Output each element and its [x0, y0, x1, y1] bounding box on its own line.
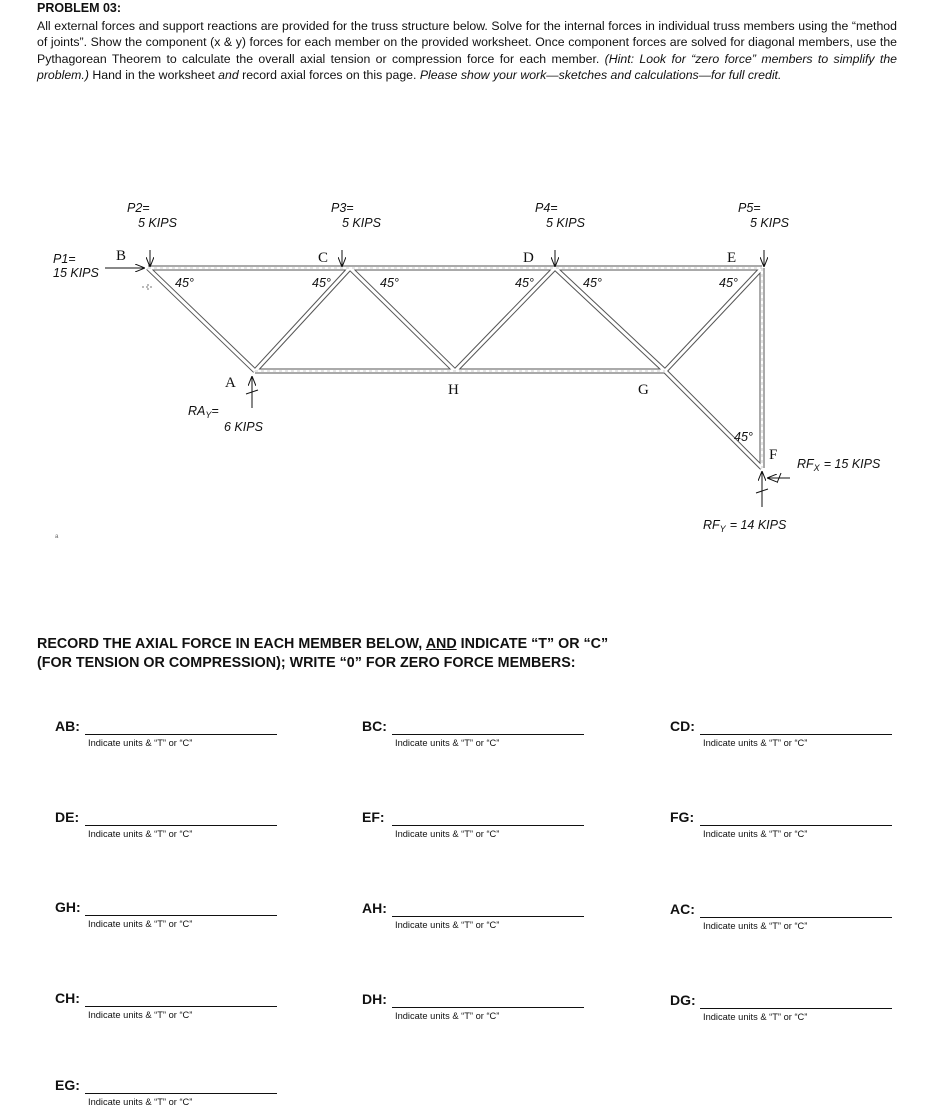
intro-hand-b: record axial forces on this page.	[242, 67, 417, 82]
intro-hint: (Hint: Look for “zero force” members to simplify the problem.)	[37, 51, 897, 82]
answer-field-gh[interactable]: GH: Indicate units & “T” or “C”	[55, 899, 295, 939]
problem-instructions	[37, 18, 897, 83]
answer-field-eg[interactable]: EG: Indicate units & “T” or “C”	[55, 1077, 295, 1117]
answer-field-cd[interactable]: CD: Indicate units & “T” or “C”	[670, 718, 910, 758]
load-arrows	[105, 250, 790, 507]
answer-field-dh[interactable]: DH: Indicate units & “T” or “C”	[362, 991, 602, 1031]
p2-value: 5 KIPS	[138, 216, 177, 230]
node-e: E	[727, 250, 737, 266]
angle-c-right: 45°	[380, 276, 399, 290]
node-d: D	[523, 250, 534, 266]
angle-b: 45°	[175, 276, 194, 290]
p1-label: P1=	[53, 252, 76, 266]
truss-diagram	[0, 180, 936, 550]
answer-field-fg[interactable]: FG: Indicate units & “T” or “C”	[670, 809, 910, 849]
intro-italic-end: Please show your work—sketches and calculations—for full credit.	[419, 67, 782, 82]
stray-mark: ᵃ	[55, 532, 59, 542]
intro-hand-a: Hand in the worksheet	[92, 67, 215, 82]
angle-f: 45°	[734, 430, 753, 444]
node-c: C	[318, 250, 329, 266]
p4-label: P4=	[535, 201, 558, 215]
intro-main: All external forces and support reactions are provided for the truss structure below. Solve for the internal forces in individual truss members using the “method of joints”. Show the component (x & y) forces for each member on the provided worksheet. Once component forces are solved for diagonal members, use the Pythagorean Theorem to calculate the overall axial tension or compression force for each member.	[37, 19, 897, 66]
answer-field-ch[interactable]: CH: Indicate units & “T” or “C”	[55, 990, 295, 1030]
p5-value: 5 KIPS	[750, 216, 789, 230]
ray-label: $RA_Y=$	[188, 404, 219, 420]
angle-d-left: 45°	[515, 276, 534, 290]
answer-field-ac[interactable]: AC: Indicate units & “T” or “C”	[670, 901, 910, 941]
node-a: A	[225, 375, 236, 391]
node-g: G	[638, 382, 649, 398]
angle-e: 45°	[719, 276, 738, 290]
p1-value: 15 KIPS	[53, 266, 99, 280]
p5-label: P5=	[738, 201, 761, 215]
intro-and: and	[218, 67, 239, 82]
node-h: H	[448, 382, 459, 398]
answer-field-de[interactable]: DE: Indicate units & “T” or “C”	[55, 809, 295, 849]
answer-field-ab[interactable]: AB: Indicate units & “T” or “C”	[55, 718, 295, 758]
angle-d-right: 45°	[583, 276, 602, 290]
truss-members	[148, 268, 762, 468]
ray-value: 6 KIPS	[224, 420, 263, 434]
node-b: B	[116, 248, 127, 264]
answer-field-ah[interactable]: AH: Indicate units & “T” or “C”	[362, 900, 602, 940]
answer-field-ef[interactable]: EF: Indicate units & “T” or “C”	[362, 809, 602, 849]
rfy-label: $RF_Y = 14$ KIPS	[703, 518, 787, 534]
record-instructions: RECORD THE AXIAL FORCE IN EACH MEMBER BELOW, AND INDICATE “T” OR “C” (FOR TENSION OR COMPRESSION); WRITE “0” FOR ZERO FORCE MEMBERS:	[37, 636, 609, 671]
p2-label: P2=	[127, 201, 150, 215]
answer-field-bc[interactable]: BC: Indicate units & “T” or “C”	[362, 718, 602, 758]
problem-title: PROBLEM 03:	[37, 1, 122, 15]
p3-value: 5 KIPS	[342, 216, 381, 230]
p3-label: P3=	[331, 201, 354, 215]
p4-value: 5 KIPS	[546, 216, 585, 230]
node-f: F	[769, 447, 778, 463]
rfx-label: $RF_X = 15$ KIPS	[797, 457, 881, 473]
answer-field-dg[interactable]: DG: Indicate units & “T” or “C”	[670, 992, 910, 1032]
angle-c-left: 45°	[312, 276, 331, 290]
